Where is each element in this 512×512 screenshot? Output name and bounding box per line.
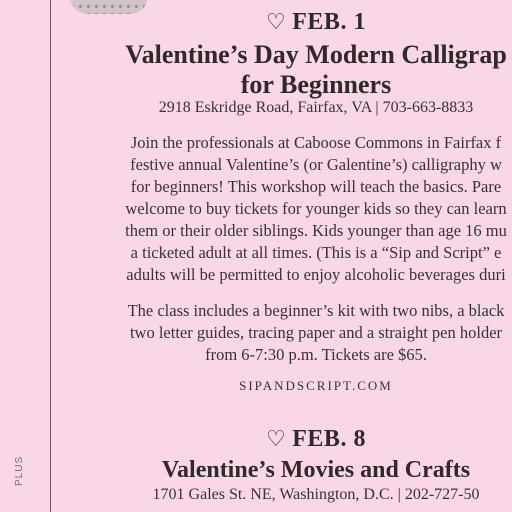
event1-description	[56, 132, 512, 286]
description-line: festive annual Valentine’s (or Galentine’s) calligraphy w	[130, 155, 502, 174]
event1-date	[56, 9, 512, 36]
details-line: The class includes a beginner’s kit with two nibs, a black	[127, 301, 505, 320]
event2-date	[56, 426, 512, 453]
event1-title-line: Valentine’s Day Modern Calligrap	[125, 40, 507, 69]
event1-website-link[interactable]: SIPANDSCRIPT.COM	[239, 378, 393, 393]
description-line: Join the professionals at Caboose Commons in Fairfax f	[130, 133, 502, 152]
margin-rule	[50, 0, 51, 512]
description-line: welcome to buy tickets for younger kids so they can learn	[125, 199, 507, 218]
event1-date-text: FEB. 1	[292, 9, 366, 35]
heart-icon: ♡	[266, 426, 287, 451]
event1-title	[56, 40, 512, 100]
event1-details	[56, 300, 512, 366]
description-line: adults will be permitted to enjoy alcoholic beverages duri	[126, 265, 506, 284]
heart-icon: ♡	[266, 9, 287, 34]
event1-address: 2918 Eskridge Road, Fairfax, VA | 703-663-8833	[158, 99, 474, 116]
description-line: a ticketed adult at all times. (This is a “Sip and Script” e	[130, 243, 502, 262]
details-line: two letter guides, tracing paper and a straight pen holder	[129, 323, 503, 342]
event2-address: 1701 Gales St. NE, Washington, D.C. | 202-727-50	[152, 486, 480, 503]
event1-title-line: for Beginners	[240, 70, 392, 99]
event2-title: Valentine’s Movies and Crafts	[161, 457, 471, 483]
description-line: for beginners! This workshop will teach the basics. Pare	[130, 177, 502, 196]
description-line: them or their older siblings. Kids younger than age 16 mu	[125, 221, 507, 240]
margin-label: PLUS	[14, 455, 25, 486]
details-line: from 6-7:30 p.m. Tickets are $65.	[205, 345, 427, 364]
event2-date-text: FEB. 8	[292, 426, 366, 452]
